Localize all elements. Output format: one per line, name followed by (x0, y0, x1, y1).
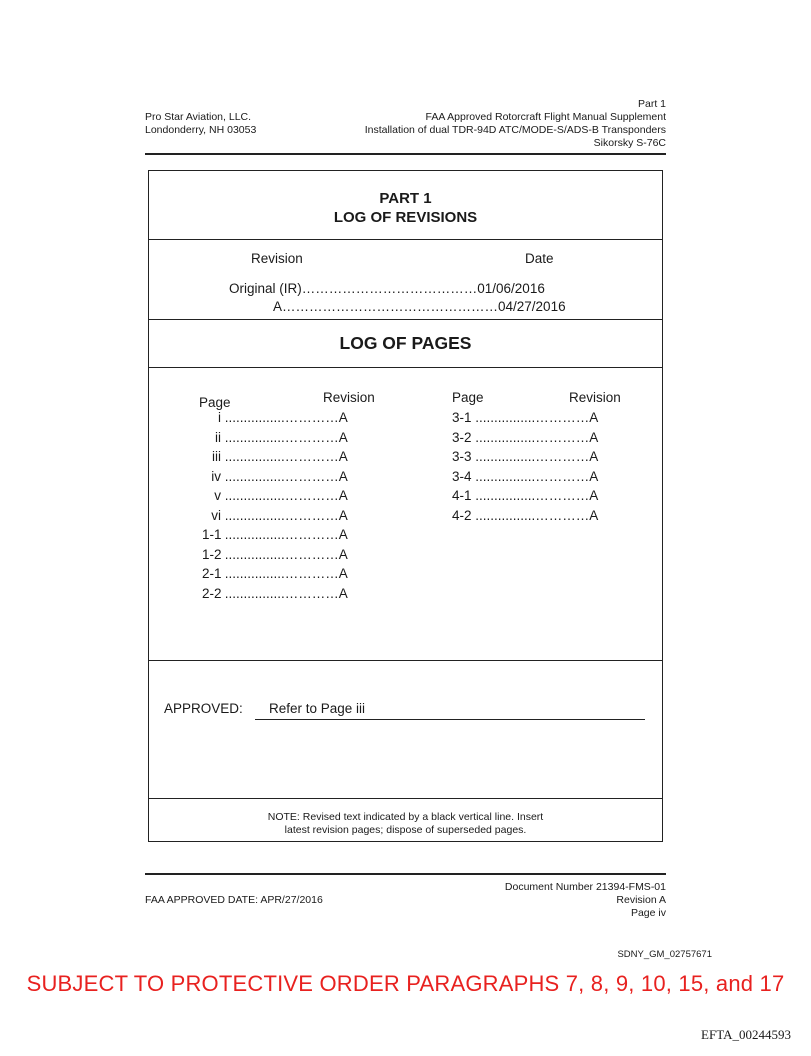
revision-note (149, 811, 662, 837)
leader-dots: ................………… (475, 488, 590, 503)
revisions-title (149, 189, 662, 227)
page-revision: A (589, 488, 599, 503)
page-number: 3-4 (452, 468, 472, 484)
page-entry (202, 584, 348, 604)
document-info (366, 881, 666, 920)
installation-title: Installation of dual TDR-94D ATC/MODE-S/ADS-B Transponders (364, 124, 666, 136)
header-rule (145, 153, 666, 155)
note-line: NOTE: Revised text indicated by a black vertical line. Insert (267, 811, 544, 823)
page-number: iv (211, 468, 221, 484)
company-block (145, 111, 256, 137)
leader-dots: ................………… (475, 449, 590, 464)
leader-dots: ................………… (224, 429, 339, 445)
faa-approved-date: FAA APPROVED DATE: APR/27/2016 (145, 894, 323, 906)
revision-row (273, 299, 662, 314)
page-entry (202, 408, 348, 428)
page-number: 4-1 (452, 488, 472, 503)
leader-dots: ................………… (224, 585, 339, 601)
page-number: 2-1 (202, 566, 222, 581)
page-number: 2-2 (202, 585, 222, 601)
leader-dots: ................………… (475, 468, 590, 484)
page-col-header-right: Page (452, 390, 484, 405)
leader-dots: ................………… (224, 468, 339, 484)
page-entry (202, 486, 348, 506)
page-label: Page iv (630, 907, 666, 919)
revision-row (229, 281, 662, 296)
page-entry (202, 447, 348, 467)
page-number: ii (215, 429, 221, 445)
page-number: 3-3 (452, 449, 472, 464)
efta-id: EFTA_00244593 (701, 1027, 791, 1042)
section-divider (149, 319, 662, 320)
page-revision: A (338, 546, 348, 562)
footer-rule (145, 873, 666, 875)
page-revision: A (589, 468, 599, 484)
leader-dots: ................………… (224, 488, 339, 503)
revision-col-header-left: Revision (323, 390, 375, 405)
page-entry (202, 506, 348, 526)
leader-dots: ................………… (224, 449, 339, 464)
part-heading: PART 1 (379, 190, 432, 207)
page-revision: A (338, 468, 348, 484)
document-revision: Revision A (616, 894, 666, 906)
page-entry (452, 408, 598, 428)
page-entry (452, 467, 598, 487)
page-entry (202, 467, 348, 487)
page-number: 3-2 (452, 429, 472, 445)
leader-dots: ………………………………… (301, 281, 478, 296)
page-entry (452, 447, 598, 467)
part-label: Part 1 (637, 98, 666, 110)
page-revision: A (338, 449, 348, 464)
leader-dots: ................………… (224, 566, 339, 581)
page-revision: A (589, 449, 599, 464)
log-of-revisions-heading: LOG OF REVISIONS (333, 209, 478, 226)
leader-dots: ................………… (224, 410, 339, 425)
page-entry (202, 428, 348, 448)
section-divider (149, 367, 662, 368)
approved-label: APPROVED: (164, 701, 243, 716)
page-col-header-left: Page (199, 395, 231, 410)
document-number: Document Number 21394-FMS-01 (504, 881, 666, 893)
leader-dots: ................………… (475, 429, 590, 445)
company-city: Londonderry, NH 03053 (145, 124, 257, 136)
page-revision: A (338, 507, 348, 523)
manual-title: FAA Approved Rotorcraft Flight Manual Supplement (425, 111, 666, 123)
page-number: i (218, 410, 221, 425)
leader-dots: ................………… (475, 410, 590, 425)
page-revision: A (338, 488, 348, 503)
section-divider (149, 660, 662, 661)
leader-dots: ................………… (475, 507, 590, 523)
page-revision: A (338, 410, 348, 425)
page-entry (452, 428, 598, 448)
revision-name: Original (IR) (229, 281, 302, 296)
log-of-pages-heading: LOG OF PAGES (339, 333, 472, 353)
approved-value: Refer to Page iii (269, 701, 366, 716)
date-col-header: Date (525, 251, 554, 266)
section-divider (149, 798, 662, 799)
page-entry (452, 486, 598, 506)
page-revision: A (338, 527, 348, 542)
revision-col-header: Revision (251, 251, 303, 266)
page-number: vi (211, 507, 221, 523)
page-revision: A (338, 566, 348, 581)
bates-number: SDNY_GM_02757671 (617, 949, 712, 960)
page-entry (202, 564, 348, 584)
leader-dots: ................………… (224, 527, 339, 542)
page-revision: A (589, 410, 599, 425)
page-revision: A (338, 585, 348, 601)
section-divider (149, 239, 662, 240)
page-entry (202, 525, 348, 545)
revision-name: A (273, 299, 283, 314)
approval-signature-line (255, 719, 645, 720)
page-entry (452, 506, 598, 526)
aircraft-model: Sikorsky S-76C (593, 137, 666, 149)
page-revision: A (338, 429, 348, 445)
manual-block (246, 98, 666, 150)
leader-dots: ................………… (224, 507, 339, 523)
page-number: 4-2 (452, 507, 472, 523)
page-number: 1-2 (202, 546, 222, 562)
leader-dots: ………………………………………… (282, 299, 499, 314)
leader-dots: ................………… (224, 546, 339, 562)
company-name: Pro Star Aviation, LLC. (145, 111, 252, 123)
page-number: 1-1 (202, 527, 222, 542)
revision-date: 01/06/2016 (477, 281, 545, 296)
page-number: iii (212, 449, 221, 464)
page-number: 3-1 (452, 410, 472, 425)
note-line: latest revision pages; dispose of superseded pages. (284, 824, 527, 836)
protective-order-banner: SUBJECT TO PROTECTIVE ORDER PARAGRAPHS 7, 8, 9, 10, 15, and 17 (26, 971, 785, 996)
revision-col-header-right: Revision (569, 390, 621, 405)
page-number: v (214, 488, 221, 503)
revision-date: 04/27/2016 (498, 299, 566, 314)
page-revision: A (589, 429, 599, 445)
page-revision: A (589, 507, 599, 523)
page-entry (202, 545, 348, 565)
log-frame (148, 170, 663, 842)
